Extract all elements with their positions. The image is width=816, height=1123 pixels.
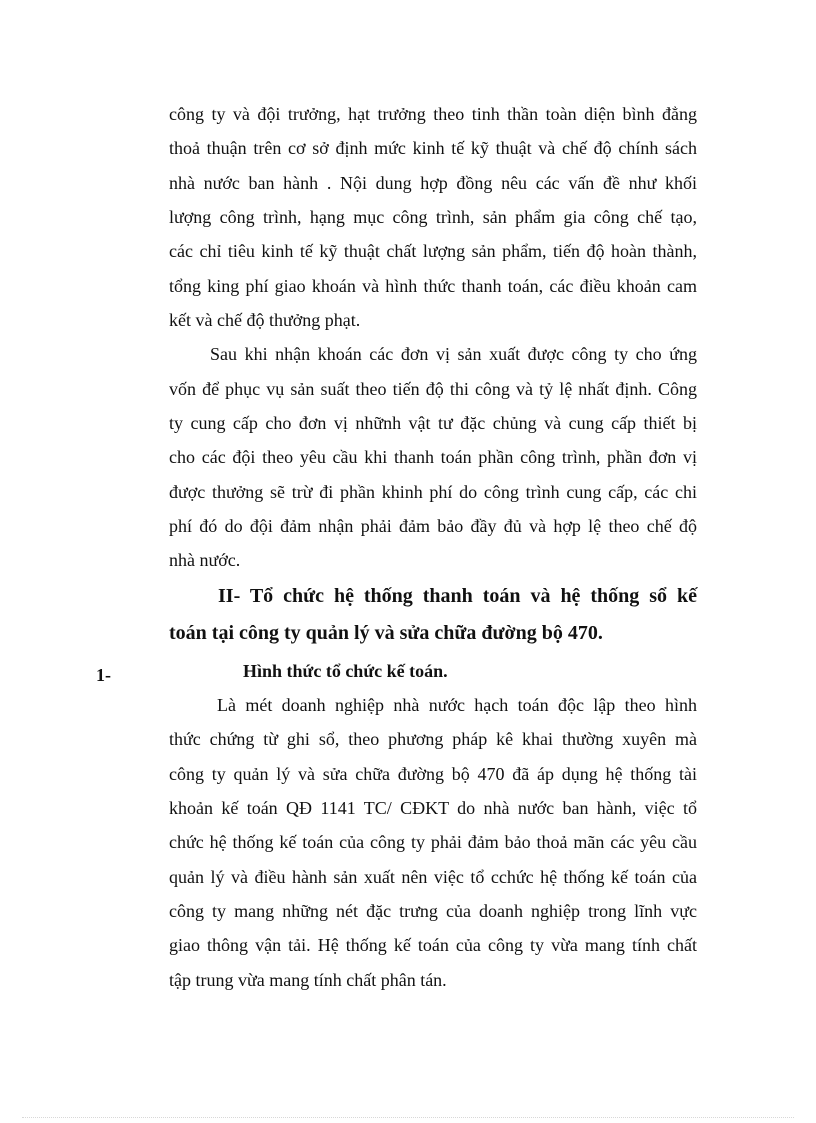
text-line: lượng công trình, hạng mục công trình, sản phẩm gia công chế tạo,: [169, 207, 697, 227]
section-heading-line-1: II- Tổ chức hệ thống thanh toán và hệ thống sổ kế: [218, 585, 697, 607]
text-line: công ty và đội trưởng, hạt trưởng theo tinh thần toàn diện bình đẳng: [169, 104, 697, 124]
text-line: tập trung vừa mang tính chất phân tán.: [169, 970, 447, 990]
text-line: kết và chế độ thưởng phạt.: [169, 310, 361, 330]
text-line: công ty quản lý và sửa chữa đường bộ 470 đã áp dụng hệ thống tài: [169, 764, 697, 784]
subsection-number: 1-: [96, 665, 111, 685]
text-line: nhà nước ban hành . Nội dung hợp đồng nêu các vấn đề như khối: [169, 173, 697, 193]
text-line: thoả thuận trên cơ sở định mức kinh tế kỹ thuật và chế độ chính sách: [169, 138, 697, 158]
subsection-title: Hình thức tổ chức kế toán.: [243, 661, 448, 681]
text-line: được thưởng sẽ trừ đi phần khinh phí do công trình cung cấp, các chi: [169, 482, 697, 502]
text-line: tổng king phí giao khoán và hình thức thanh toán, các điều khoản cam: [169, 276, 697, 296]
text-line: Là mét doanh nghiệp nhà nước hạch toán độc lập theo hình: [217, 695, 697, 715]
text-line: thức chứng từ ghi sổ, theo phương pháp kê khai thường xuyên mà: [169, 729, 697, 749]
text-line: ty cung cấp cho đơn vị nhữnh vật tư đặc chủng và cung cấp thiết bị: [169, 413, 697, 433]
text-line: vốn để phục vụ sản suất theo tiến độ thi công và tỷ lệ nhất định. Công: [169, 379, 697, 399]
text-line: các chỉ tiêu kinh tế kỹ thuật chất lượng sản phẩm, tiến độ hoàn thành,: [169, 241, 697, 261]
text-line: chức hệ thống kế toán của công ty phải đảm bảo thoả mãn các yêu cầu: [169, 832, 697, 852]
text-line: khoản kế toán QĐ 1141 TC/ CĐKT do nhà nước ban hành, việc tổ: [169, 798, 697, 818]
text-line: công ty mang những nét đặc trưng của doanh nghiệp trong lĩnh vực: [169, 901, 697, 921]
text-line: phí đó do đội đảm nhận phải đảm bảo đầy đủ và hợp lệ theo chế độ: [169, 516, 697, 536]
text-line: giao thông vận tải. Hệ thống kế toán của công ty vừa mang tính chất: [169, 935, 697, 955]
text-line: quản lý và điều hành sản xuất nên việc tổ cchức hệ thống kế toán của: [169, 867, 697, 887]
section-heading-line-2: toán tại công ty quản lý và sửa chữa đường bộ 470.: [169, 622, 603, 644]
text-line: Sau khi nhận khoán các đơn vị sản xuất được công ty cho ứng: [210, 344, 697, 364]
text-line: cho các đội theo yêu cầu khi thanh toán phần công trình, phần đơn vị: [169, 447, 697, 467]
text-line: nhà nước.: [169, 550, 241, 570]
page-bottom-divider: [22, 1117, 794, 1118]
